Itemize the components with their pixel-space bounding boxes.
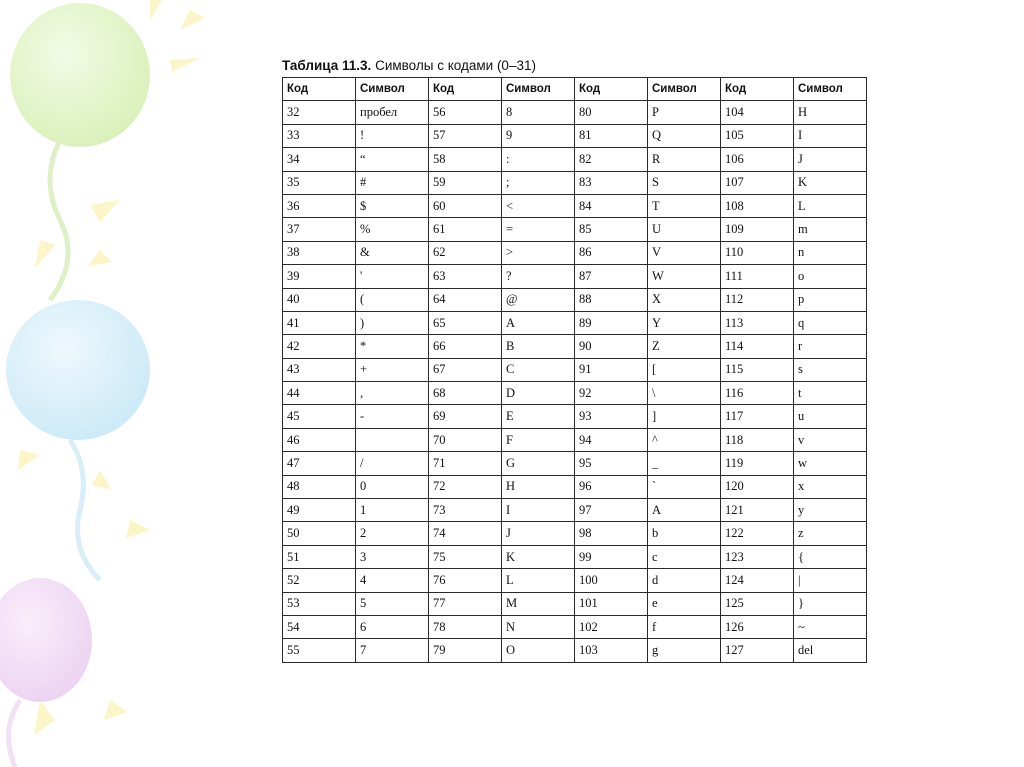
code-cell: 38 xyxy=(283,241,356,264)
code-cell: 54 xyxy=(283,615,356,638)
table-row xyxy=(283,475,867,498)
symbol-cell: ' xyxy=(356,265,429,288)
table-row xyxy=(283,428,867,451)
symbol-cell: I xyxy=(502,499,575,522)
caption-label: Таблица 11.3. xyxy=(282,58,372,73)
code-cell: 117 xyxy=(721,405,794,428)
code-cell: 91 xyxy=(575,358,648,381)
code-cell: 123 xyxy=(721,545,794,568)
symbol-cell: 5 xyxy=(356,592,429,615)
table-row xyxy=(283,615,867,638)
code-cell: 107 xyxy=(721,171,794,194)
symbol-cell: + xyxy=(356,358,429,381)
table-row xyxy=(283,545,867,568)
symbol-cell: q xyxy=(794,311,867,334)
symbol-cell: : xyxy=(502,148,575,171)
code-cell: 50 xyxy=(283,522,356,545)
symbol-cell: b xyxy=(648,522,721,545)
symbol-cell: = xyxy=(502,218,575,241)
symbol-cell: s xyxy=(794,358,867,381)
symbol-cell: 9 xyxy=(502,124,575,147)
symbol-cell: A xyxy=(502,311,575,334)
code-cell: 41 xyxy=(283,311,356,334)
symbol-cell: d xyxy=(648,569,721,592)
symbol-cell: { xyxy=(794,545,867,568)
table-row xyxy=(283,194,867,217)
table-row xyxy=(283,311,867,334)
table-header-row xyxy=(283,78,867,101)
code-cell: 122 xyxy=(721,522,794,545)
symbol-cell: $ xyxy=(356,194,429,217)
code-cell: 40 xyxy=(283,288,356,311)
code-cell: 76 xyxy=(429,569,502,592)
code-cell: 77 xyxy=(429,592,502,615)
code-cell: 97 xyxy=(575,499,648,522)
ascii-code-table xyxy=(282,77,867,663)
symbol-cell: ! xyxy=(356,124,429,147)
table-row xyxy=(283,569,867,592)
code-cell: 88 xyxy=(575,288,648,311)
code-cell: 102 xyxy=(575,615,648,638)
code-cell: 46 xyxy=(283,428,356,451)
symbol-cell: S xyxy=(648,171,721,194)
code-cell: 72 xyxy=(429,475,502,498)
table-row xyxy=(283,405,867,428)
code-cell: 119 xyxy=(721,452,794,475)
symbol-cell: x xyxy=(794,475,867,498)
symbol-cell: 6 xyxy=(356,615,429,638)
symbol-cell: e xyxy=(648,592,721,615)
symbol-cell: R xyxy=(648,148,721,171)
code-cell: 63 xyxy=(429,265,502,288)
code-cell: 47 xyxy=(283,452,356,475)
header-symbol: Символ xyxy=(794,78,867,101)
header-code: Код xyxy=(429,78,502,101)
symbol-cell: J xyxy=(794,148,867,171)
code-cell: 93 xyxy=(575,405,648,428)
symbol-cell: ( xyxy=(356,288,429,311)
symbol-cell: f xyxy=(648,615,721,638)
code-cell: 61 xyxy=(429,218,502,241)
symbol-cell: N xyxy=(502,615,575,638)
code-cell: 64 xyxy=(429,288,502,311)
code-cell: 52 xyxy=(283,569,356,592)
code-cell: 43 xyxy=(283,358,356,381)
header-symbol: Символ xyxy=(648,78,721,101)
code-cell: 112 xyxy=(721,288,794,311)
symbol-cell: \ xyxy=(648,382,721,405)
symbol-cell: Q xyxy=(648,124,721,147)
code-cell: 103 xyxy=(575,639,648,662)
symbol-cell: W xyxy=(648,265,721,288)
symbol-cell: E xyxy=(502,405,575,428)
symbol-cell: K xyxy=(502,545,575,568)
table-caption xyxy=(282,56,866,76)
symbol-cell: , xyxy=(356,382,429,405)
code-cell: 62 xyxy=(429,241,502,264)
code-cell: 113 xyxy=(721,311,794,334)
symbol-cell: G xyxy=(502,452,575,475)
symbol-cell: M xyxy=(502,592,575,615)
code-cell: 99 xyxy=(575,545,648,568)
symbol-cell: o xyxy=(794,265,867,288)
table-row xyxy=(283,241,867,264)
code-cell: 36 xyxy=(283,194,356,217)
table-row xyxy=(283,101,867,124)
symbol-cell: P xyxy=(648,101,721,124)
symbol-cell: Y xyxy=(648,311,721,334)
code-cell: 51 xyxy=(283,545,356,568)
code-cell: 118 xyxy=(721,428,794,451)
code-cell: 57 xyxy=(429,124,502,147)
symbol-cell: H xyxy=(502,475,575,498)
code-cell: 127 xyxy=(721,639,794,662)
code-cell: 98 xyxy=(575,522,648,545)
symbol-cell: L xyxy=(502,569,575,592)
code-cell: 73 xyxy=(429,499,502,522)
symbol-cell: del xyxy=(794,639,867,662)
header-code: Код xyxy=(721,78,794,101)
code-cell: 126 xyxy=(721,615,794,638)
symbol-cell: 2 xyxy=(356,522,429,545)
code-cell: 116 xyxy=(721,382,794,405)
symbol-cell: % xyxy=(356,218,429,241)
table-row xyxy=(283,592,867,615)
symbol-cell: 8 xyxy=(502,101,575,124)
code-cell: 83 xyxy=(575,171,648,194)
symbol-cell: Z xyxy=(648,335,721,358)
symbol-cell: D xyxy=(502,382,575,405)
code-cell: 75 xyxy=(429,545,502,568)
code-cell: 115 xyxy=(721,358,794,381)
table-row xyxy=(283,382,867,405)
code-cell: 67 xyxy=(429,358,502,381)
symbol-cell: @ xyxy=(502,288,575,311)
code-cell: 32 xyxy=(283,101,356,124)
code-cell: 69 xyxy=(429,405,502,428)
table-row xyxy=(283,639,867,662)
code-cell: 100 xyxy=(575,569,648,592)
symbol-cell: I xyxy=(794,124,867,147)
symbol-cell: 0 xyxy=(356,475,429,498)
code-cell: 124 xyxy=(721,569,794,592)
table-row xyxy=(283,124,867,147)
symbol-cell: ~ xyxy=(794,615,867,638)
symbol-cell: ^ xyxy=(648,428,721,451)
symbol-cell: y xyxy=(794,499,867,522)
header-code: Код xyxy=(575,78,648,101)
table-row xyxy=(283,358,867,381)
table-slide xyxy=(282,56,866,663)
code-cell: 111 xyxy=(721,265,794,288)
symbol-cell: z xyxy=(794,522,867,545)
symbol-cell: & xyxy=(356,241,429,264)
code-cell: 71 xyxy=(429,452,502,475)
symbol-cell: v xyxy=(794,428,867,451)
symbol-cell: < xyxy=(502,194,575,217)
symbol-cell: ` xyxy=(648,475,721,498)
symbol-cell: p xyxy=(794,288,867,311)
header-symbol: Символ xyxy=(502,78,575,101)
code-cell: 109 xyxy=(721,218,794,241)
table-row xyxy=(283,522,867,545)
code-cell: 96 xyxy=(575,475,648,498)
symbol-cell: H xyxy=(794,101,867,124)
symbol-cell: ? xyxy=(502,265,575,288)
code-cell: 66 xyxy=(429,335,502,358)
symbol-cell: u xyxy=(794,405,867,428)
code-cell: 84 xyxy=(575,194,648,217)
symbol-cell: O xyxy=(502,639,575,662)
symbol-cell: ) xyxy=(356,311,429,334)
symbol-cell: пробел xyxy=(356,101,429,124)
symbol-cell xyxy=(356,428,429,451)
table-row xyxy=(283,265,867,288)
symbol-cell: K xyxy=(794,171,867,194)
code-cell: 110 xyxy=(721,241,794,264)
code-cell: 68 xyxy=(429,382,502,405)
code-cell: 39 xyxy=(283,265,356,288)
symbol-cell: T xyxy=(648,194,721,217)
code-cell: 55 xyxy=(283,639,356,662)
code-cell: 92 xyxy=(575,382,648,405)
symbol-cell: ; xyxy=(502,171,575,194)
symbol-cell: n xyxy=(794,241,867,264)
code-cell: 105 xyxy=(721,124,794,147)
symbol-cell: } xyxy=(794,592,867,615)
table-row xyxy=(283,288,867,311)
code-cell: 42 xyxy=(283,335,356,358)
symbol-cell: 1 xyxy=(356,499,429,522)
code-cell: 58 xyxy=(429,148,502,171)
code-cell: 121 xyxy=(721,499,794,522)
code-cell: 87 xyxy=(575,265,648,288)
table-row xyxy=(283,148,867,171)
symbol-cell: 7 xyxy=(356,639,429,662)
symbol-cell: w xyxy=(794,452,867,475)
code-cell: 65 xyxy=(429,311,502,334)
code-cell: 120 xyxy=(721,475,794,498)
code-cell: 37 xyxy=(283,218,356,241)
symbol-cell: V xyxy=(648,241,721,264)
code-cell: 56 xyxy=(429,101,502,124)
code-cell: 82 xyxy=(575,148,648,171)
code-cell: 85 xyxy=(575,218,648,241)
caption-text: Символы с кодами (0–31) xyxy=(375,58,536,73)
code-cell: 101 xyxy=(575,592,648,615)
code-cell: 94 xyxy=(575,428,648,451)
code-cell: 108 xyxy=(721,194,794,217)
code-cell: 86 xyxy=(575,241,648,264)
header-code: Код xyxy=(283,78,356,101)
table-row xyxy=(283,171,867,194)
code-cell: 60 xyxy=(429,194,502,217)
symbol-cell: U xyxy=(648,218,721,241)
code-cell: 104 xyxy=(721,101,794,124)
code-cell: 59 xyxy=(429,171,502,194)
code-cell: 106 xyxy=(721,148,794,171)
table-row xyxy=(283,452,867,475)
code-cell: 79 xyxy=(429,639,502,662)
code-cell: 45 xyxy=(283,405,356,428)
symbol-cell: F xyxy=(502,428,575,451)
table-row xyxy=(283,499,867,522)
symbol-cell: 4 xyxy=(356,569,429,592)
symbol-cell: # xyxy=(356,171,429,194)
symbol-cell: * xyxy=(356,335,429,358)
code-cell: 74 xyxy=(429,522,502,545)
symbol-cell: c xyxy=(648,545,721,568)
code-cell: 48 xyxy=(283,475,356,498)
code-cell: 34 xyxy=(283,148,356,171)
symbol-cell: - xyxy=(356,405,429,428)
symbol-cell: 3 xyxy=(356,545,429,568)
code-cell: 81 xyxy=(575,124,648,147)
symbol-cell: / xyxy=(356,452,429,475)
code-cell: 70 xyxy=(429,428,502,451)
symbol-cell: L xyxy=(794,194,867,217)
code-cell: 53 xyxy=(283,592,356,615)
symbol-cell: X xyxy=(648,288,721,311)
symbol-cell: ] xyxy=(648,405,721,428)
symbol-cell: [ xyxy=(648,358,721,381)
table-row xyxy=(283,218,867,241)
code-cell: 78 xyxy=(429,615,502,638)
symbol-cell: > xyxy=(502,241,575,264)
symbol-cell: | xyxy=(794,569,867,592)
header-symbol: Символ xyxy=(356,78,429,101)
symbol-cell: g xyxy=(648,639,721,662)
symbol-cell: A xyxy=(648,499,721,522)
code-cell: 33 xyxy=(283,124,356,147)
code-cell: 90 xyxy=(575,335,648,358)
symbol-cell: r xyxy=(794,335,867,358)
symbol-cell: C xyxy=(502,358,575,381)
symbol-cell: J xyxy=(502,522,575,545)
symbol-cell: t xyxy=(794,382,867,405)
symbol-cell: B xyxy=(502,335,575,358)
code-cell: 44 xyxy=(283,382,356,405)
code-cell: 125 xyxy=(721,592,794,615)
code-cell: 35 xyxy=(283,171,356,194)
symbol-cell: m xyxy=(794,218,867,241)
symbol-cell: “ xyxy=(356,148,429,171)
code-cell: 89 xyxy=(575,311,648,334)
code-cell: 95 xyxy=(575,452,648,475)
code-cell: 114 xyxy=(721,335,794,358)
symbol-cell: _ xyxy=(648,452,721,475)
code-cell: 80 xyxy=(575,101,648,124)
code-cell: 49 xyxy=(283,499,356,522)
table-row xyxy=(283,335,867,358)
